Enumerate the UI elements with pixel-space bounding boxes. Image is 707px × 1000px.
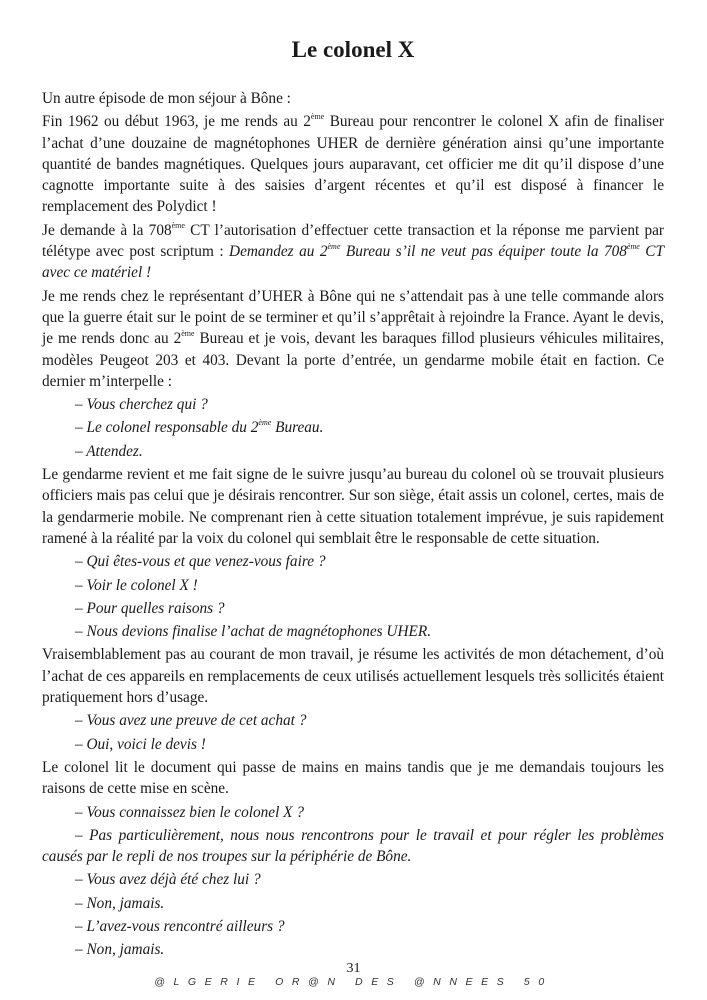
running-footer: @LGERIE OR@N DES @NNEES 50 <box>154 976 553 988</box>
dialogue-line: – Vous avez une preuve de cet achat ? <box>75 712 307 730</box>
superscript: ème <box>310 112 325 122</box>
paragraph <box>42 88 664 109</box>
text: Bureau s’il ne veut pas équiper toute la 708 <box>340 243 627 261</box>
chapter-title: Le colonel X <box>291 37 415 62</box>
superscript: ème <box>171 220 185 230</box>
text: Un autre épisode de mon séjour à Bône : <box>42 90 291 107</box>
text: CT avec ce matériel ! <box>42 243 664 282</box>
dialogue-line: – Vous connaissez bien le colonel X ? <box>75 803 304 821</box>
text: Bureau et je vois, devant les baraques fillod plusieurs véhicules militaires, modèles Peugeot 203 et 403. Devant la porte d’entrée, un gendarme mobile était en faction. Ce dernier m’interpelle : <box>42 330 664 390</box>
dialogue-line: – Pour quelles raisons ? <box>75 599 225 617</box>
text: Bureau. <box>271 419 324 437</box>
dialogue-line: – Pas particulièrement, nous nous rencontrons pour le travail et pour régler les problèmes causés par le repli de nos troupes sur la périphérie de Bône. <box>42 826 664 866</box>
page-body <box>42 36 664 963</box>
paragraph <box>42 286 664 392</box>
dialogue-line: – Vous cherchez qui ? <box>75 396 208 414</box>
text: Demandez au 2 <box>229 243 328 261</box>
dialogue-line: – Vous avez déjà été chez lui ? <box>75 871 261 889</box>
dialogue-line: – Oui, voici le devis ! <box>75 735 206 753</box>
superscript: ème <box>327 242 341 252</box>
text: – Le colonel responsable du 2 <box>75 419 259 437</box>
text: Je me rends chez le représentant d’UHER à Bône qui ne s’attendait pas à une telle commande alors que la guerre était sur le point de se terminer et qu’il s’apprêtait à rejoindre la France. Ayant le devis, je me rends donc au 2 <box>42 287 664 348</box>
text: Fin 1962 ou début 1963, je me rends au 2 <box>42 113 311 131</box>
paragraph: Vraisemblablement pas au courant de mon travail, je résume les activités de mon détachement, d’où l’achat de ces appareils en remplacements de ceux utilisés actuellement lesquels très sollicités étaient pratiquement hors d’usage. <box>42 646 664 707</box>
superscript: ème <box>258 418 272 428</box>
paragraph: Le gendarme revient et me fait signe de le suivre jusqu’au bureau du colonel où se trouvait plusieurs officiers mais pas celui que je désirais rencontrer. Sur son siège, était assis un colonel, certes, mais de la gendarmerie mobile. Ne comprenant rien à cette situation totalement imprévue, je suis rapidement ramené à la réalité par la voix du colonel qui semblait être le responsable de cette situation. <box>42 466 664 547</box>
paragraph: Le colonel lit le document qui passe de mains en mains tandis que je me demandais toujours les raisons de cette mise en scène. <box>42 758 664 798</box>
dialogue-line: – Nous devions finalise l’achat de magnétophones UHER. <box>75 623 432 641</box>
text: Je demande à la 708 <box>42 221 172 239</box>
dialogue-line: – Voir le colonel X ! <box>75 576 198 594</box>
text: Bureau pour rencontrer le colonel X afin de finaliser l’achat d’une douzaine de magnétophones UHER de dernière génération ainsi qu’une importante quantité de bandes magnétiques. Quelques jours auparavant, cet officier me dit qu’il dispose d’une cagnotte importante suite à des saisies d’argent récentes et qu’il est disposé à financer le remplacement des Polydict ! <box>42 113 664 216</box>
superscript: ème <box>626 242 640 252</box>
dialogue-line <box>42 417 664 438</box>
paragraph <box>42 220 664 284</box>
page-number: 31 <box>346 961 361 976</box>
superscript: ème <box>181 329 195 339</box>
dialogue-line: – Non, jamais. <box>75 894 165 912</box>
dialogue-line: – L’avez-vous rencontré ailleurs ? <box>75 917 285 935</box>
paragraph <box>42 111 664 217</box>
text: CT l’autorisation d’effectuer cette transaction et la réponse me parvient par télétype avec post scriptum : <box>42 221 665 261</box>
dialogue-line: – Non, jamais. <box>75 941 165 959</box>
dialogue-line: – Attendez. <box>75 442 143 460</box>
dialogue-line: – Qui êtes-vous et que venez-vous faire ? <box>75 553 326 571</box>
